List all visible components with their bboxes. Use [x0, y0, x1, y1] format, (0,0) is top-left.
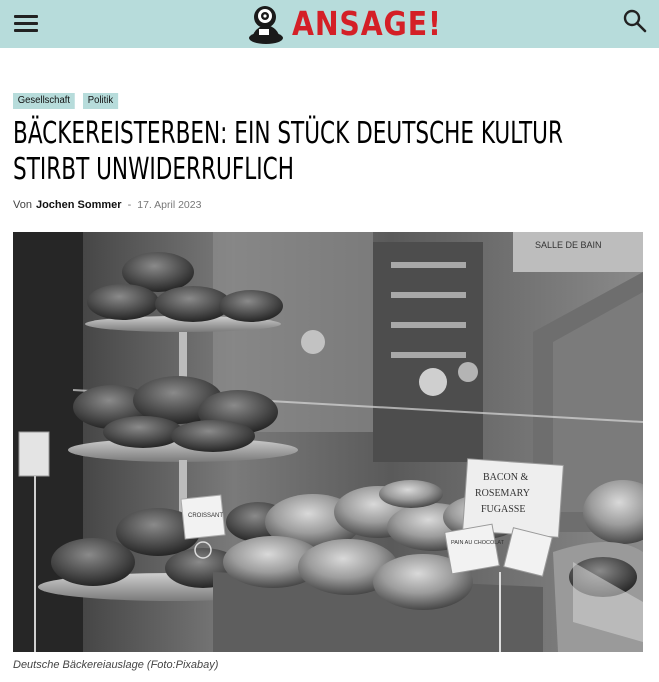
hamburger-menu-icon[interactable]	[14, 12, 40, 34]
tag-politik[interactable]: Politik	[83, 93, 118, 109]
pain-card-text: PAIN AU CHOCOLAT	[451, 540, 504, 546]
sign-line-2: ROSEMARY	[475, 488, 531, 499]
title-line-2: STIRBT UNWIDERRUFLICH	[13, 152, 294, 187]
sign-line-1: BACON &	[483, 472, 529, 483]
top-navigation-bar	[0, 0, 659, 48]
site-logo[interactable]	[246, 2, 466, 46]
search-icon[interactable]	[622, 8, 648, 34]
croissant-card-text: CROISSANT	[188, 513, 224, 519]
byline-separator: -	[127, 199, 132, 211]
title-line-1: BÄCKEREISTERBEN: EIN STÜCK DEUTSCHE KULTUR	[13, 116, 563, 151]
tag-gesellschaft[interactable]: Gesellschaft	[13, 93, 75, 109]
megaphone-man-icon	[246, 3, 286, 45]
author-link[interactable]: Jochen Sommer	[35, 199, 122, 211]
category-tags	[13, 93, 120, 109]
sign-line-3: FUGASSE	[481, 504, 526, 515]
article-hero-image	[13, 232, 643, 652]
article-title	[13, 116, 645, 188]
byline	[13, 199, 201, 211]
shop-sign-text: SALLE DE BAIN	[535, 240, 602, 250]
logo-wordmark: ANSAGE!	[292, 4, 442, 43]
byline-prefix: Von	[13, 199, 32, 211]
publish-date: 17. April 2023	[137, 199, 202, 211]
bakery-display-photo	[13, 232, 643, 652]
image-caption: Deutsche Bäckereiauslage (Foto:Pixabay)	[13, 659, 219, 671]
